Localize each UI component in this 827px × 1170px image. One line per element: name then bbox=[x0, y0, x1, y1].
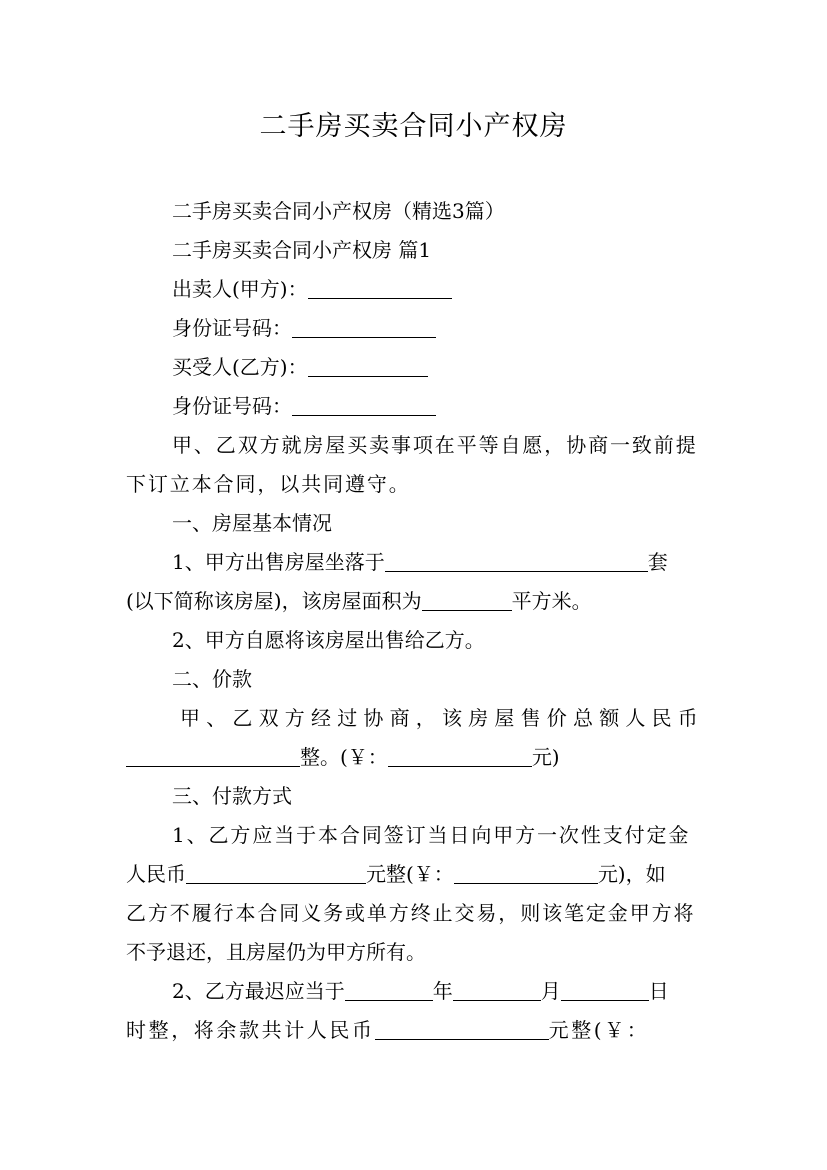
date-label: 2、乙方最迟应当于 bbox=[172, 979, 345, 1003]
month-blank bbox=[453, 980, 541, 1001]
location-label: 1、甲方出售房屋坐落于 bbox=[172, 550, 385, 574]
paragraph-line: 不予退还，且房屋仍为甲方所有。 bbox=[126, 940, 426, 964]
balance-line bbox=[126, 1016, 649, 1044]
price-words-blank bbox=[126, 746, 300, 767]
date-line bbox=[172, 977, 669, 1005]
section-heading: 二手房买卖合同小产权房 篇1 bbox=[172, 238, 432, 262]
month-unit: 月 bbox=[540, 979, 561, 1003]
paragraph-line: 乙方不履行本合同义务或单方终止交易，则该笔定金甲方将 bbox=[126, 901, 696, 925]
deposit-line bbox=[126, 860, 666, 888]
price-amount-line bbox=[126, 743, 560, 771]
section-heading: 三、付款方式 bbox=[172, 784, 292, 808]
deposit-amount-label: 元整(￥： bbox=[366, 862, 454, 886]
buyer-label: 买受人(乙方)： bbox=[172, 355, 308, 379]
area-line bbox=[126, 587, 592, 615]
buyer-id-blank bbox=[292, 395, 436, 416]
paragraph-line: 下订立本合同，以共同遵守。 bbox=[126, 472, 411, 496]
buyer-id-label: 身份证号码： bbox=[172, 394, 292, 418]
paragraph-line: 甲、乙双方就房屋买卖事项在平等自愿，协商一致前提 bbox=[172, 433, 698, 457]
seller-id-blank bbox=[292, 317, 436, 338]
deposit-words-blank bbox=[186, 863, 366, 884]
subtitle-line: 二手房买卖合同小产权房（精选3篇） bbox=[172, 199, 505, 223]
seller-label: 出卖人(甲方)： bbox=[172, 277, 308, 301]
seller-blank bbox=[308, 278, 452, 299]
location-suffix: 套 bbox=[647, 550, 668, 574]
deposit-number-blank bbox=[454, 863, 598, 884]
location-blank bbox=[385, 551, 648, 572]
section-heading: 一、房屋基本情况 bbox=[172, 511, 332, 535]
year-blank bbox=[345, 980, 433, 1001]
deposit-suffix: 元)，如 bbox=[597, 862, 666, 886]
location-line bbox=[172, 548, 668, 576]
area-unit: 平方米。 bbox=[511, 589, 592, 613]
paragraph-line: 1、乙方应当于本合同签订当日向甲方一次性支付定金 bbox=[172, 823, 691, 847]
section-heading: 二、价款 bbox=[172, 667, 252, 691]
seller-id-line bbox=[172, 314, 436, 342]
price-line: 甲、乙双方经过协商，该房屋售价总额人民币 bbox=[180, 706, 704, 730]
paragraph-line: 2、甲方自愿将该房屋出售给乙方。 bbox=[172, 628, 485, 652]
price-number-blank bbox=[388, 746, 532, 767]
price-unit: 元) bbox=[531, 745, 560, 769]
seller-line bbox=[172, 275, 452, 303]
area-label: (以下简称该房屋)，该房屋面积为 bbox=[126, 589, 422, 613]
buyer-id-line bbox=[172, 392, 436, 420]
deposit-label: 人民币 bbox=[126, 862, 186, 886]
day-unit: 日 bbox=[648, 979, 669, 1003]
balance-amount-label: 元整(￥： bbox=[548, 1018, 650, 1042]
price-label: 整。(￥： bbox=[300, 745, 388, 769]
buyer-blank bbox=[308, 356, 428, 377]
buyer-line bbox=[172, 353, 428, 381]
year-unit: 年 bbox=[432, 979, 453, 1003]
balance-words-blank bbox=[375, 1019, 549, 1040]
document-title: 二手房买卖合同小产权房 bbox=[259, 111, 568, 142]
seller-id-label: 身份证号码： bbox=[172, 316, 292, 340]
balance-label: 时整，将余款共计人民币 bbox=[126, 1018, 375, 1042]
day-blank bbox=[561, 980, 649, 1001]
area-blank bbox=[422, 590, 512, 611]
